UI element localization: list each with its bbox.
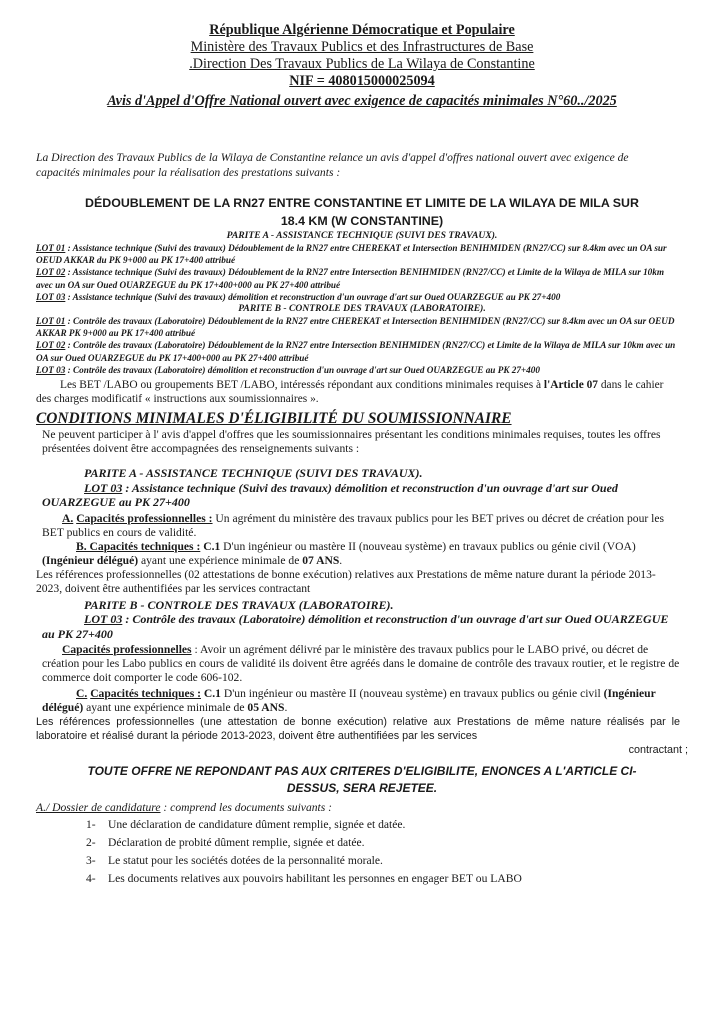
- capacity-text: D'un ingénieur ou mastère II (nouveau système) en travaux publics ou génie civil (VOA): [220, 539, 636, 553]
- technical-capacities-a: [42, 540, 680, 568]
- criterion-code: C.1: [200, 539, 221, 553]
- lot-text: : Contrôle des travaux (Laboratoire) démolition et reconstruction d'un ouvrage d'art sur Oued OUARZEGUE au PK 27+400: [65, 364, 540, 375]
- capacity-title: Capacités professionnelles :: [76, 511, 213, 525]
- lot-item: [36, 339, 680, 363]
- bet-note: [36, 378, 680, 406]
- project-title-line: DÉDOUBLEMENT DE LA RN27 ENTRE CONSTANTINE ET LIMITE DE LA WILAYA DE MILA SUR: [85, 196, 639, 210]
- lot-item: [36, 364, 680, 376]
- list-item: [86, 870, 724, 888]
- article-reference: l'Article 07: [543, 379, 599, 392]
- list-text: Une déclaration de candidature dûment remplie, signée et datée.: [108, 818, 406, 832]
- capacity-title: Capacités professionnelles: [62, 643, 192, 657]
- letterhead: [0, 22, 724, 90]
- rejection-warning: [50, 763, 674, 797]
- project-title-line: 18.4 KM (W CONSTANTINE): [280, 214, 444, 228]
- nif-number: NIF = 408015000025094: [289, 73, 435, 89]
- criterion-code: C.1: [200, 687, 221, 701]
- list-number: 4-: [86, 872, 96, 886]
- capacity-text: Un agrément du ministère des travaux publics pour les BET prives ou décret de création pour les BET publics en cours de validité.: [42, 511, 665, 539]
- lot-text: : Contrôle des travaux (Laboratoire) Dédoublement de la RN27 entre CHEREKAT et Intersection BENIHMIDEN (RN27/CC) sur 8.4km avec un OA sur OEUD AKKAR PK 9+000 au PK 17+400 attribué: [36, 316, 675, 339]
- professional-capacities-a: [42, 512, 680, 540]
- lot-label: LOT 01: [36, 316, 66, 327]
- capacity-text: ayant une expérience minimale de: [138, 553, 303, 567]
- list-number: 2-: [86, 836, 96, 850]
- lot-text: : Assistance technique (Suivi des travaux) démolition et reconstruction d'un ouvrage d'art sur Oued OUARZEGUE au PK 27+400: [65, 291, 561, 302]
- section-a: [36, 466, 680, 596]
- capacity-title: B. Capacités techniques :: [76, 539, 201, 553]
- lot-label: LOT 03: [36, 291, 66, 302]
- dossier-subtitle: : comprend les documents suivants :: [160, 801, 333, 815]
- item-letter: A.: [62, 511, 74, 525]
- direction-title: .Direction Des Travaux Publics de La Wilaya de Constantine: [189, 56, 535, 72]
- lot-label: LOT 03: [84, 612, 123, 627]
- technical-capacities-b: [42, 687, 680, 715]
- lot-text: : Assistance technique (Suivi des travaux) Dédoublement de la RN27 entre Intersection BENIHMIDEN (RN27/CC) et Limite de la Wilaya de MILA sur 10km avec un OA sur Oued OUARZEGUE du PK 17+400+000 au PK 27+400 attribué: [36, 267, 664, 290]
- experience-years: 07 ANS: [302, 553, 340, 567]
- lot-item: [36, 291, 680, 303]
- list-text: Déclaration de probité dûment remplie, signée et datée.: [108, 836, 365, 850]
- punctuation: .: [284, 701, 288, 715]
- lot-text: : Contrôle des travaux (Laboratoire) démolition et reconstruction d'un ouvrage d'art sur Oued OUARZEGUE au PK 27+400: [42, 612, 669, 641]
- list-item: [86, 834, 724, 852]
- references-a: Les références professionnelles (02 attestations de bonne exécution) relatives aux Prestations de même nature durant la période 2013-2023, doivent être authentifiées par les services contractant: [36, 567, 656, 595]
- part-a-lots: [0, 242, 724, 303]
- lot-item: [36, 242, 680, 266]
- list-number: 3-: [86, 854, 96, 868]
- capacity-text: D'un ingénieur ou mastère II (nouveau système) en travaux publics ou génie civil: [220, 687, 604, 701]
- project-title: [40, 194, 684, 230]
- role-label: (Ingénieur délégué): [42, 687, 656, 715]
- tender-number: 60..: [563, 93, 585, 109]
- section-b-lot: [42, 612, 680, 641]
- tender-title-text: Avis d'Appel d'Offre National ouvert avec exigence de capacités minimales N°: [107, 93, 564, 109]
- rejection-line: TOUTE OFFRE NE REPONDANT PAS AUX CRITERES D'ELIGIBILITE, ENONCES A L'ARTICLE CI-: [87, 764, 637, 779]
- part-a-title: PARITE A - ASSISTANCE TECHNIQUE (SUIVI DES TRAVAUX).: [226, 230, 498, 241]
- lot-text: : Contrôle des travaux (Laboratoire) Dédoublement de la RN27 entre Intersection BENIHMIDEN (RN27/CC) et Limite de la Wilaya de MILA sur 10km avec un OA sur Oued OUARZEGUE du PK 17+400+000 au PK 27+400 attribué: [36, 340, 676, 363]
- intro-paragraph: La Direction des Travaux Publics de la Wilaya de Constantine relance un avis d'appel d'offres national ouvert avec exigence de capacités minimales pour la réalisation des prestations suivants :: [36, 151, 629, 179]
- republic-title: République Algérienne Démocratique et Populaire: [209, 22, 515, 38]
- list-text: Les documents relatives aux pouvoirs habilitant les personnes en engager BET ou LABO: [108, 872, 522, 886]
- bet-note-text: Les BET /LABO ou groupements BET /LABO, intéressés répondant aux conditions minimales requises à: [60, 379, 544, 392]
- dossier-title: A./ Dossier de candidature: [36, 801, 161, 815]
- rejection-line: DESSUS, SERA REJETEE.: [286, 781, 438, 796]
- list-number: 1-: [86, 818, 96, 832]
- lot-item: [36, 266, 680, 290]
- dossier-heading: [36, 801, 724, 814]
- tender-title: [0, 93, 724, 110]
- professional-capacities-b: [42, 643, 680, 685]
- lot-label: LOT 02: [36, 267, 66, 278]
- conditions-intro: Ne peuvent participer à l' avis d'appel d'offres que les soumissionnaires présentant les conditions minimales requises, toutes les offres présentées doivent être accompagnées des renseignements suivants :: [42, 428, 661, 456]
- section-a-title: PARITE A - ASSISTANCE TECHNIQUE (SUIVI DES TRAVAUX).: [84, 466, 423, 481]
- tender-year: /2025: [584, 93, 617, 109]
- list-item: [86, 816, 724, 834]
- conditions-heading: CONDITIONS MINIMALES D'ÉLIGIBILITÉ DU SOUMISSIONNAIRE: [36, 410, 512, 428]
- item-letter: C.: [76, 687, 88, 701]
- references-b: Les références professionnelles (une attestation de bonne exécution) relative aux Prestations de même nature réalisés par le laboratoire et réalisé durant la période 2013-2023, doivent être authentifiées par les services: [36, 716, 680, 743]
- ministry-title: Ministère des Travaux Publics et des Infrastructures de Base: [190, 39, 534, 55]
- role-label: (Ingénieur délégué): [42, 553, 139, 567]
- part-b-lots: [0, 315, 724, 376]
- lot-label: LOT 01: [36, 243, 66, 253]
- part-b-title: PARITE B - CONTROLE DES TRAVAUX (LABORATOIRE).: [238, 303, 486, 315]
- lot-item: [36, 315, 680, 339]
- lot-text: : Assistance technique (Suivi des travaux) démolition et reconstruction d'un ouvrage d'art sur Oued OUARZEGUE au PK 27+400: [42, 480, 618, 510]
- documents-list: [86, 816, 724, 888]
- capacity-title: Capacités techniques :: [90, 687, 201, 701]
- capacity-text: : Avoir un agrément délivré par le ministère des travaux publics pour le LABO privé, ou décret de création pour les Labo publics en cours de validité ils doivent être agréés dans le domaine de contrôle des travaux routier, et le registre de commerce doit comporter le code 606-102.: [42, 643, 680, 685]
- punctuation: .: [339, 553, 343, 567]
- list-text: Le statut pour les sociétés dotées de la personnalité morale.: [108, 854, 383, 868]
- lot-label: LOT 03: [36, 364, 66, 375]
- references-b-end: contractant ;: [628, 744, 688, 757]
- section-b-title: PARITE B - CONTROLE DES TRAVAUX (LABORATOIRE).: [84, 597, 394, 612]
- list-item: [86, 852, 724, 870]
- lot-text: : Assistance technique (Suivi des travaux) Dédoublement de la RN27 entre CHEREKAT et Intersection BENIHMIDEN (RN27/CC) sur 8.4km avec un OA sur OEUD AKKAR du PK 9+000 au PK 17+400 attribué: [36, 243, 667, 266]
- lot-label: LOT 02: [36, 340, 66, 351]
- bet-note-text-end: dans le cahier des charges modificatif « instructions aux soumissionnaires ».: [36, 379, 664, 406]
- experience-years: 05 ANS: [247, 701, 285, 715]
- lot-label: LOT 03: [84, 480, 123, 495]
- capacity-text: ayant une expérience minimale de: [83, 701, 248, 715]
- section-a-lot: [42, 481, 680, 510]
- section-b: [36, 597, 688, 758]
